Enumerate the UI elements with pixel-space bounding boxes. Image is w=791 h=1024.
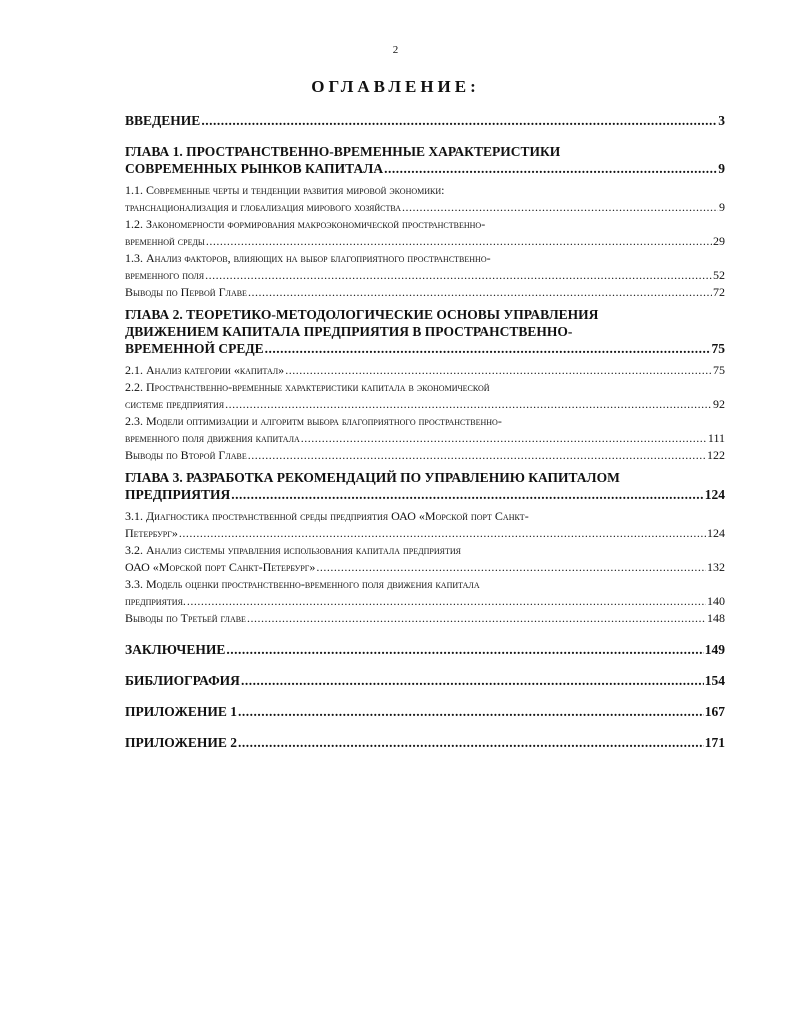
toc-entry-section-1-2[interactable]: 1.2. Закономерности формирования макроэкономической пространственно- временной среды ..... 29 — [125, 216, 725, 250]
table-of-contents — [125, 112, 725, 751]
toc-entry-section-1-3[interactable]: 1.3. Анализ факторов, влияющих на выбор благоприятного пространственно- временного поля ..... 52 — [125, 250, 725, 284]
toc-page-number: 75 — [713, 363, 725, 377]
toc-entry-section-3-2[interactable]: 3.2. Анализ системы управления использования капитала предприятия ОАО «Морской порт Санкт-Петербург» ..... 132 — [125, 542, 725, 576]
toc-entry-chapter-3[interactable]: ГЛАВА 3. РАЗРАБОТКА РЕКОМЕНДАЦИЙ ПО УПРАВЛЕНИЮ КАПИТАЛОМ ПРЕДПРИЯТИЯ ..... 124 — [125, 469, 725, 503]
toc-page-number: 29 — [713, 234, 725, 248]
toc-entry-introduction[interactable]: ВВЕДЕНИЕ ..... 3 — [125, 112, 725, 129]
toc-page-number: 140 — [707, 594, 725, 608]
toc-page-number: 75 — [711, 341, 725, 356]
toc-entry-conclusions-3[interactable]: Выводы по Третьей главе ..... 148 — [125, 610, 725, 627]
toc-entry-chapter-1[interactable]: ГЛАВА 1. ПРОСТРАНСТВЕННО-ВРЕМЕННЫЕ ХАРАКТЕРИСТИКИ СОВРЕМЕННЫХ РЫНКОВ КАПИТАЛА ..... 9 — [125, 143, 725, 177]
toc-page-number: 9 — [719, 200, 725, 214]
toc-entry-section-2-2[interactable]: 2.2. Пространственно-временные характеристики капитала в экономической системе предприятия ..... 92 — [125, 379, 725, 413]
toc-page-number: 111 — [707, 431, 725, 445]
toc-page-number: 124 — [707, 526, 725, 540]
toc-page-number: 132 — [707, 560, 725, 574]
toc-entry-conclusion[interactable]: ЗАКЛЮЧЕНИЕ ..... 149 — [125, 641, 725, 658]
toc-page-number: 167 — [704, 704, 725, 719]
toc-page-number: 149 — [704, 642, 725, 657]
toc-entry-section-2-1[interactable]: 2.1. Анализ категории «капитал» ..... 75 — [125, 362, 725, 379]
toc-entry-bibliography[interactable]: БИБЛИОГРАФИЯ ..... 154 — [125, 672, 725, 689]
toc-entry-chapter-2[interactable]: ГЛАВА 2. ТЕОРЕТИКО-МЕТОДОЛОГИЧЕСКИЕ ОСНОВЫ УПРАВЛЕНИЯ ДВИЖЕНИЕМ КАПИТАЛА ПРЕДПРИЯТИЯ В ПРОСТРАНСТВЕННО- ВРЕМЕННОЙ СРЕДЕ ..... 75 — [125, 306, 725, 357]
toc-page-number: 3 — [718, 113, 725, 128]
toc-entry-appendix-1[interactable]: ПРИЛОЖЕНИЕ 1 ..... 167 — [125, 703, 725, 720]
toc-page-number: 92 — [713, 397, 725, 411]
toc-page-number: 154 — [704, 673, 725, 688]
toc-page-number: 122 — [707, 448, 725, 462]
toc-entry-section-3-3[interactable]: 3.3. Модель оценки пространственно-временного поля движения капитала предприятия. ..... 140 — [125, 576, 725, 610]
toc-page-number: 148 — [707, 611, 725, 625]
toc-page-number: 124 — [704, 487, 725, 502]
toc-page-number: 171 — [704, 735, 725, 750]
toc-page-number: 72 — [713, 285, 725, 299]
toc-entry-conclusions-1[interactable]: Выводы по Первой Главе ..... 72 — [125, 284, 725, 301]
toc-entry-conclusions-2[interactable]: Выводы по Второй Главе ..... 122 — [125, 447, 725, 464]
toc-entry-section-1-1[interactable]: 1.1. Современные черты и тенденции развития мировой экономики: транснационализация и глобализация мирового хозяйства ..... 9 — [125, 182, 725, 216]
toc-page-number: 52 — [713, 268, 725, 282]
toc-entry-section-2-3[interactable]: 2.3. Модели оптимизации и алгоритм выбора благоприятного пространственно- временного поля движения капитала ..... 111 — [125, 413, 725, 447]
toc-title: ОГЛАВЛЕНИЕ: — [311, 77, 480, 96]
toc-page-number: 9 — [718, 161, 725, 176]
toc-entry-section-3-1[interactable]: 3.1. Диагностика пространственной среды предприятия ОАО «Морской порт Санкт- Петербург» ..... 124 — [125, 508, 725, 542]
page-number: 2 — [392, 44, 399, 56]
toc-entry-appendix-2[interactable]: ПРИЛОЖЕНИЕ 2 ..... 171 — [125, 734, 725, 751]
